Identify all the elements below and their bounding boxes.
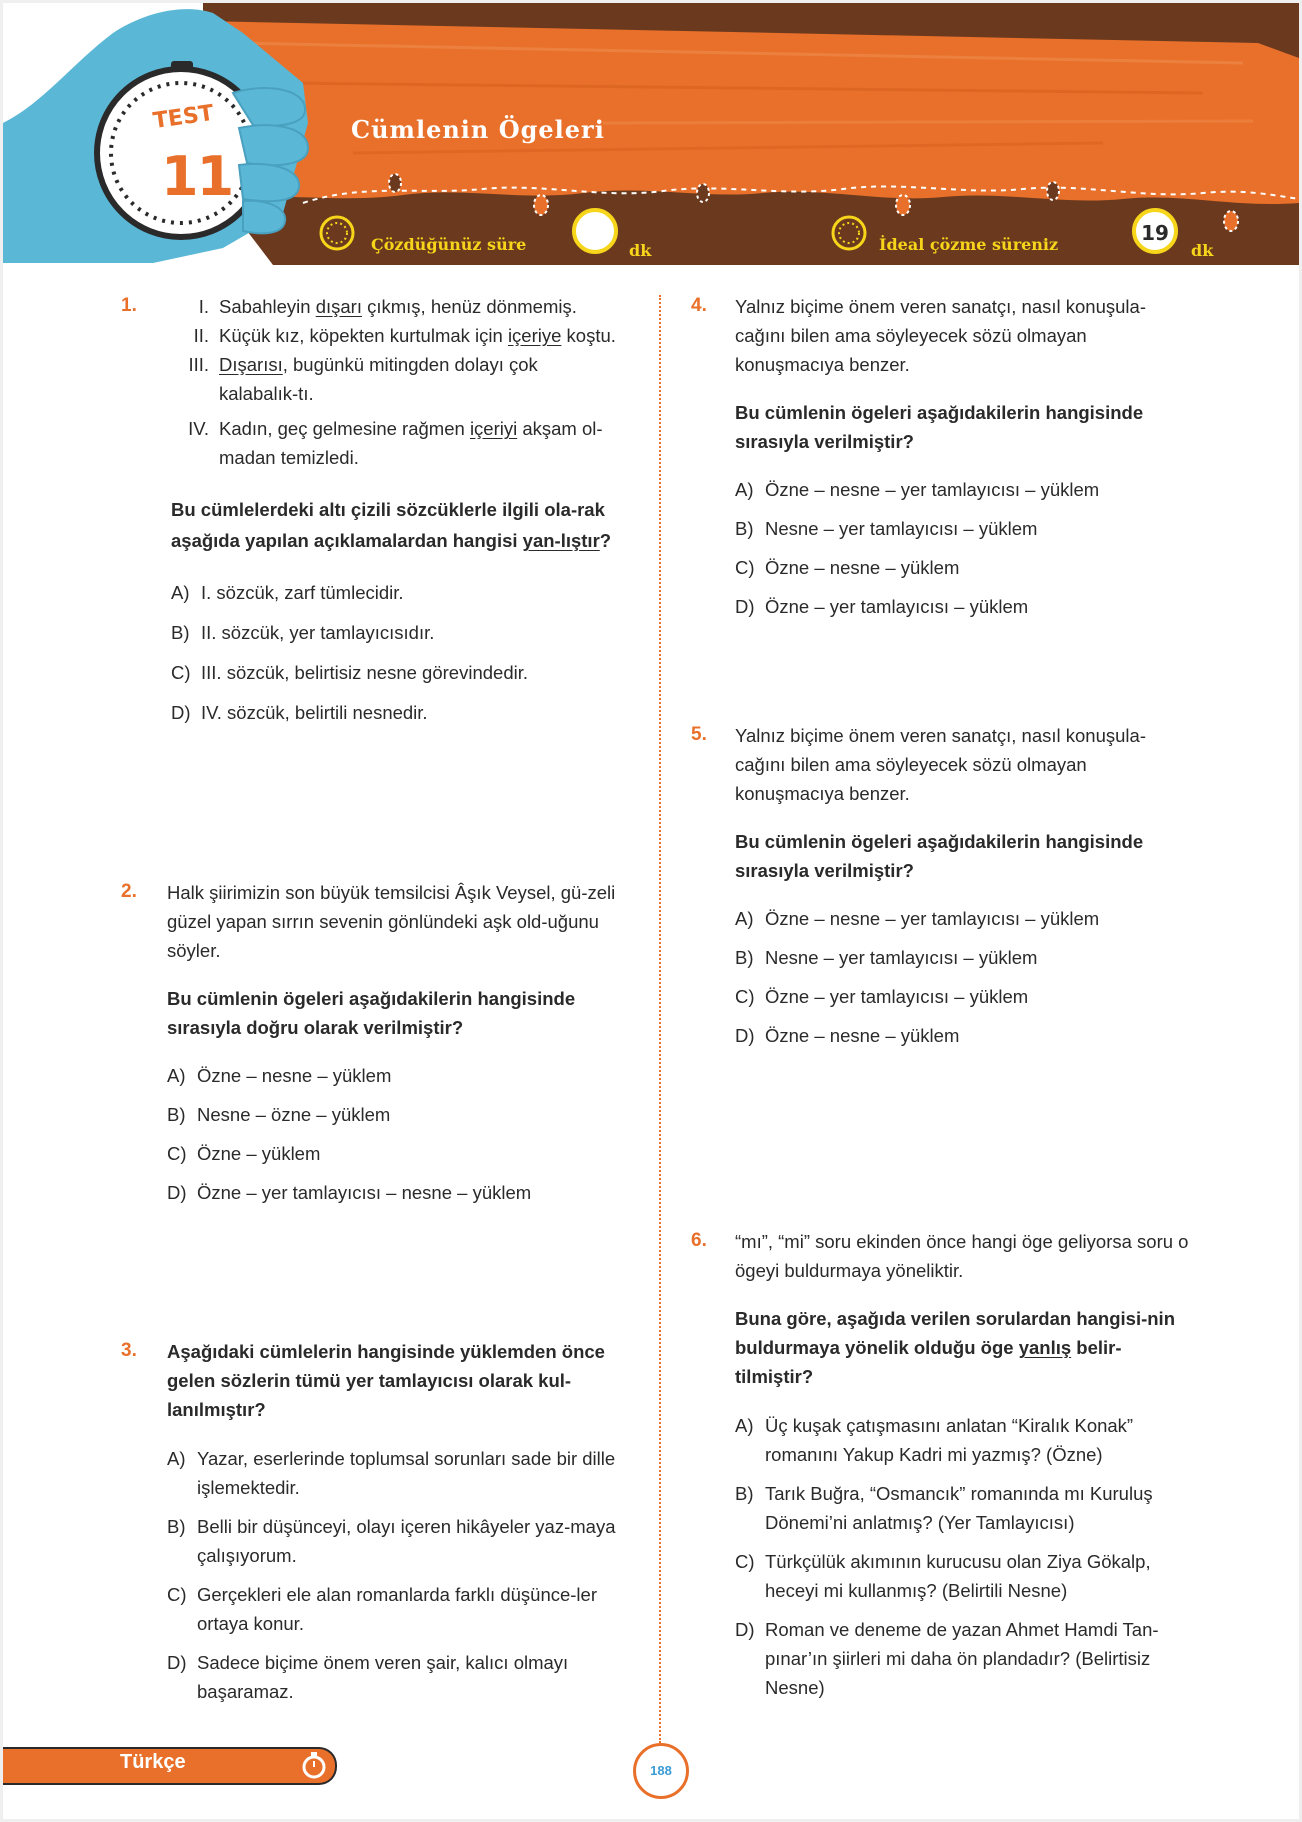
question-stem: Bu cümlelerdeki altı çizili sözcüklerle ilgili ola-rak aşağıda yapılan açıklamalardan hangisi yan-lıştır? xyxy=(171,499,612,551)
question-number: 4. xyxy=(691,295,707,316)
answer-option[interactable]: D) Özne – yer tamlayıcısı – nesne – yüklem xyxy=(167,1182,532,1203)
answer-option[interactable]: C) Özne – yüklem xyxy=(167,1143,321,1164)
answer-option[interactable]: C) Özne – yer tamlayıcısı – yüklem xyxy=(735,986,1029,1007)
roman-item: IV. Kadın, geç gelmesine rağmen içeriyi akşam ol-madan temizledi. xyxy=(188,418,603,468)
answer-option[interactable]: A) Yazar, eserlerinde toplumsal sorunları sade bir dille işlemektedir. xyxy=(167,1448,616,1498)
answer-option[interactable]: A) Özne – nesne – yer tamlayıcısı – yüklem xyxy=(735,908,1100,929)
question-stem: Aşağıdaki cümlelerin hangisinde yüklemden önce gelen sözlerin tümü yer tamlayıcısı olarak kul-lanılmıştır? xyxy=(167,1341,605,1420)
answer-option[interactable]: C) III. sözcük, belirtisiz nesne görevindedir. xyxy=(171,662,528,683)
stopwatch-icon xyxy=(301,1751,327,1779)
answer-option[interactable]: C) Gerçekleri ele alan romanlarda farklı düşünce-ler ortaya konur. xyxy=(167,1584,597,1634)
header-banner xyxy=(3,3,1299,273)
worksheet-page xyxy=(3,3,1299,1819)
subject-label: Türkçe xyxy=(120,1751,186,1773)
question-1 xyxy=(171,292,631,727)
answer-option[interactable]: C) Özne – nesne – yüklem xyxy=(735,557,960,578)
roman-item: II. Küçük kız, köpekten kurtulmak için içeriye koştu. xyxy=(193,325,616,346)
question-number: 5. xyxy=(691,724,707,745)
question-2 xyxy=(167,878,627,1207)
answer-option[interactable]: B) Nesne – yer tamlayıcısı – yüklem xyxy=(735,518,1038,539)
answer-option[interactable]: A) Özne – nesne – yer tamlayıcısı – yüklem xyxy=(735,479,1100,500)
question-stem: Bu cümlenin ögeleri aşağıdakilerin hangisinde sırasıyla verilmiştir? xyxy=(735,831,1144,881)
page-title: Cümlenin Ögeleri xyxy=(351,115,605,144)
ideal-time-value: 19 xyxy=(1141,221,1169,245)
answer-option[interactable]: D) Özne – yer tamlayıcısı – yüklem xyxy=(735,596,1029,617)
question-stem: Bu cümlenin ögeleri aşağıdakilerin hangisinde sırasıyla doğru olarak verilmiştir? xyxy=(167,988,576,1038)
roman-item: I. Sabahleyin dışarı çıkmış, henüz dönmemiş. xyxy=(198,296,577,317)
ideal-time-label: İdeal çözme süreniz xyxy=(879,235,1059,254)
answer-option[interactable]: B) II. sözcük, yer tamlayıcısıdır. xyxy=(171,622,435,643)
answer-option[interactable]: D) Roman ve deneme de yazan Ahmet Hamdi Tan-pınar’ın şiirleri mi daha ön plandadır? (Belirtisiz Nesne) xyxy=(735,1619,1159,1698)
answer-option[interactable]: B) Nesne – özne – yüklem xyxy=(167,1104,391,1125)
answer-option[interactable]: B) Tarık Buğra, “Osmancık” romanında mı Kuruluş Dönemi’ni anlatmış? (Yer Tamlayıcısı) xyxy=(735,1483,1153,1533)
test-number: 11 xyxy=(161,145,233,208)
your-time-unit: dk xyxy=(629,241,652,260)
answer-option[interactable]: C) Türkçülük akımının kurucusu olan Ziya Gökalp, heceyi mi kullanmış? (Belirtili Nesne) xyxy=(735,1551,1151,1601)
answer-option[interactable]: A) Özne – nesne – yüklem xyxy=(167,1065,392,1086)
question-3 xyxy=(167,1337,627,1706)
page-number: 188 xyxy=(633,1743,689,1799)
header-artwork xyxy=(3,3,1299,273)
answer-option[interactable]: D) Özne – nesne – yüklem xyxy=(735,1025,960,1046)
test-label: TEST xyxy=(151,100,216,135)
ideal-time-unit: dk xyxy=(1191,241,1214,260)
answer-option[interactable]: B) Belli bir düşünceyi, olayı içeren hikâyeler yaz-maya çalışıyorum. xyxy=(167,1516,616,1566)
your-time-label: Çözdüğünüz süre xyxy=(371,235,527,254)
question-number: 2. xyxy=(121,881,137,902)
question-text: “mı”, “mi” soru ekinden önce hangi öge geliyorsa soru o ögeyi buldurmaya yöneliktir. xyxy=(735,1231,1189,1281)
roman-item: III. Dışarısı, bugünkü mitingden dolayı çok kalabalık-tı. xyxy=(188,354,538,404)
question-number: 3. xyxy=(121,1340,137,1361)
answer-option[interactable]: A) I. sözcük, zarf tümlecidir. xyxy=(171,582,404,603)
answer-option[interactable]: D) Sadece biçime önem veren şair, kalıcı olmayı başaramaz. xyxy=(167,1652,569,1702)
answer-option[interactable]: B) Nesne – yer tamlayıcısı – yüklem xyxy=(735,947,1038,968)
answer-option[interactable]: A) Üç kuşak çatışmasını anlatan “Kiralık Konak” romanını Yakup Kadri mi yazmış? (Özne) xyxy=(735,1415,1134,1465)
question-6 xyxy=(735,1227,1195,1702)
column-divider xyxy=(659,295,661,1743)
question-number: 1. xyxy=(121,295,137,316)
question-text: Halk şiirimizin son büyük temsilcisi Âşık Veysel, gü-zeli güzel yapan sırrın sevenin gönlündeki aşk old-uğunu söyler. xyxy=(167,882,616,961)
question-number: 6. xyxy=(691,1230,707,1251)
question-stem: Buna göre, aşağıda verilen sorulardan hangisi-nin buldurmaya yönelik olduğu öge yanlış belir-tilmiştir? xyxy=(735,1308,1175,1387)
question-stem: Bu cümlenin ögeleri aşağıdakilerin hangisinde sırasıyla verilmiştir? xyxy=(735,402,1144,452)
question-text: Yalnız biçime önem veren sanatçı, nasıl konuşula-cağını bilen ama söyleyecek sözü olmayan konuşmacıya benzer. xyxy=(735,725,1146,804)
question-5 xyxy=(735,721,1195,1050)
answer-option[interactable]: D) IV. sözcük, belirtili nesnedir. xyxy=(171,702,428,723)
question-text: Yalnız biçime önem veren sanatçı, nasıl konuşula-cağını bilen ama söyleyecek sözü olmayan konuşmacıya benzer. xyxy=(735,296,1146,375)
question-4 xyxy=(735,292,1195,621)
